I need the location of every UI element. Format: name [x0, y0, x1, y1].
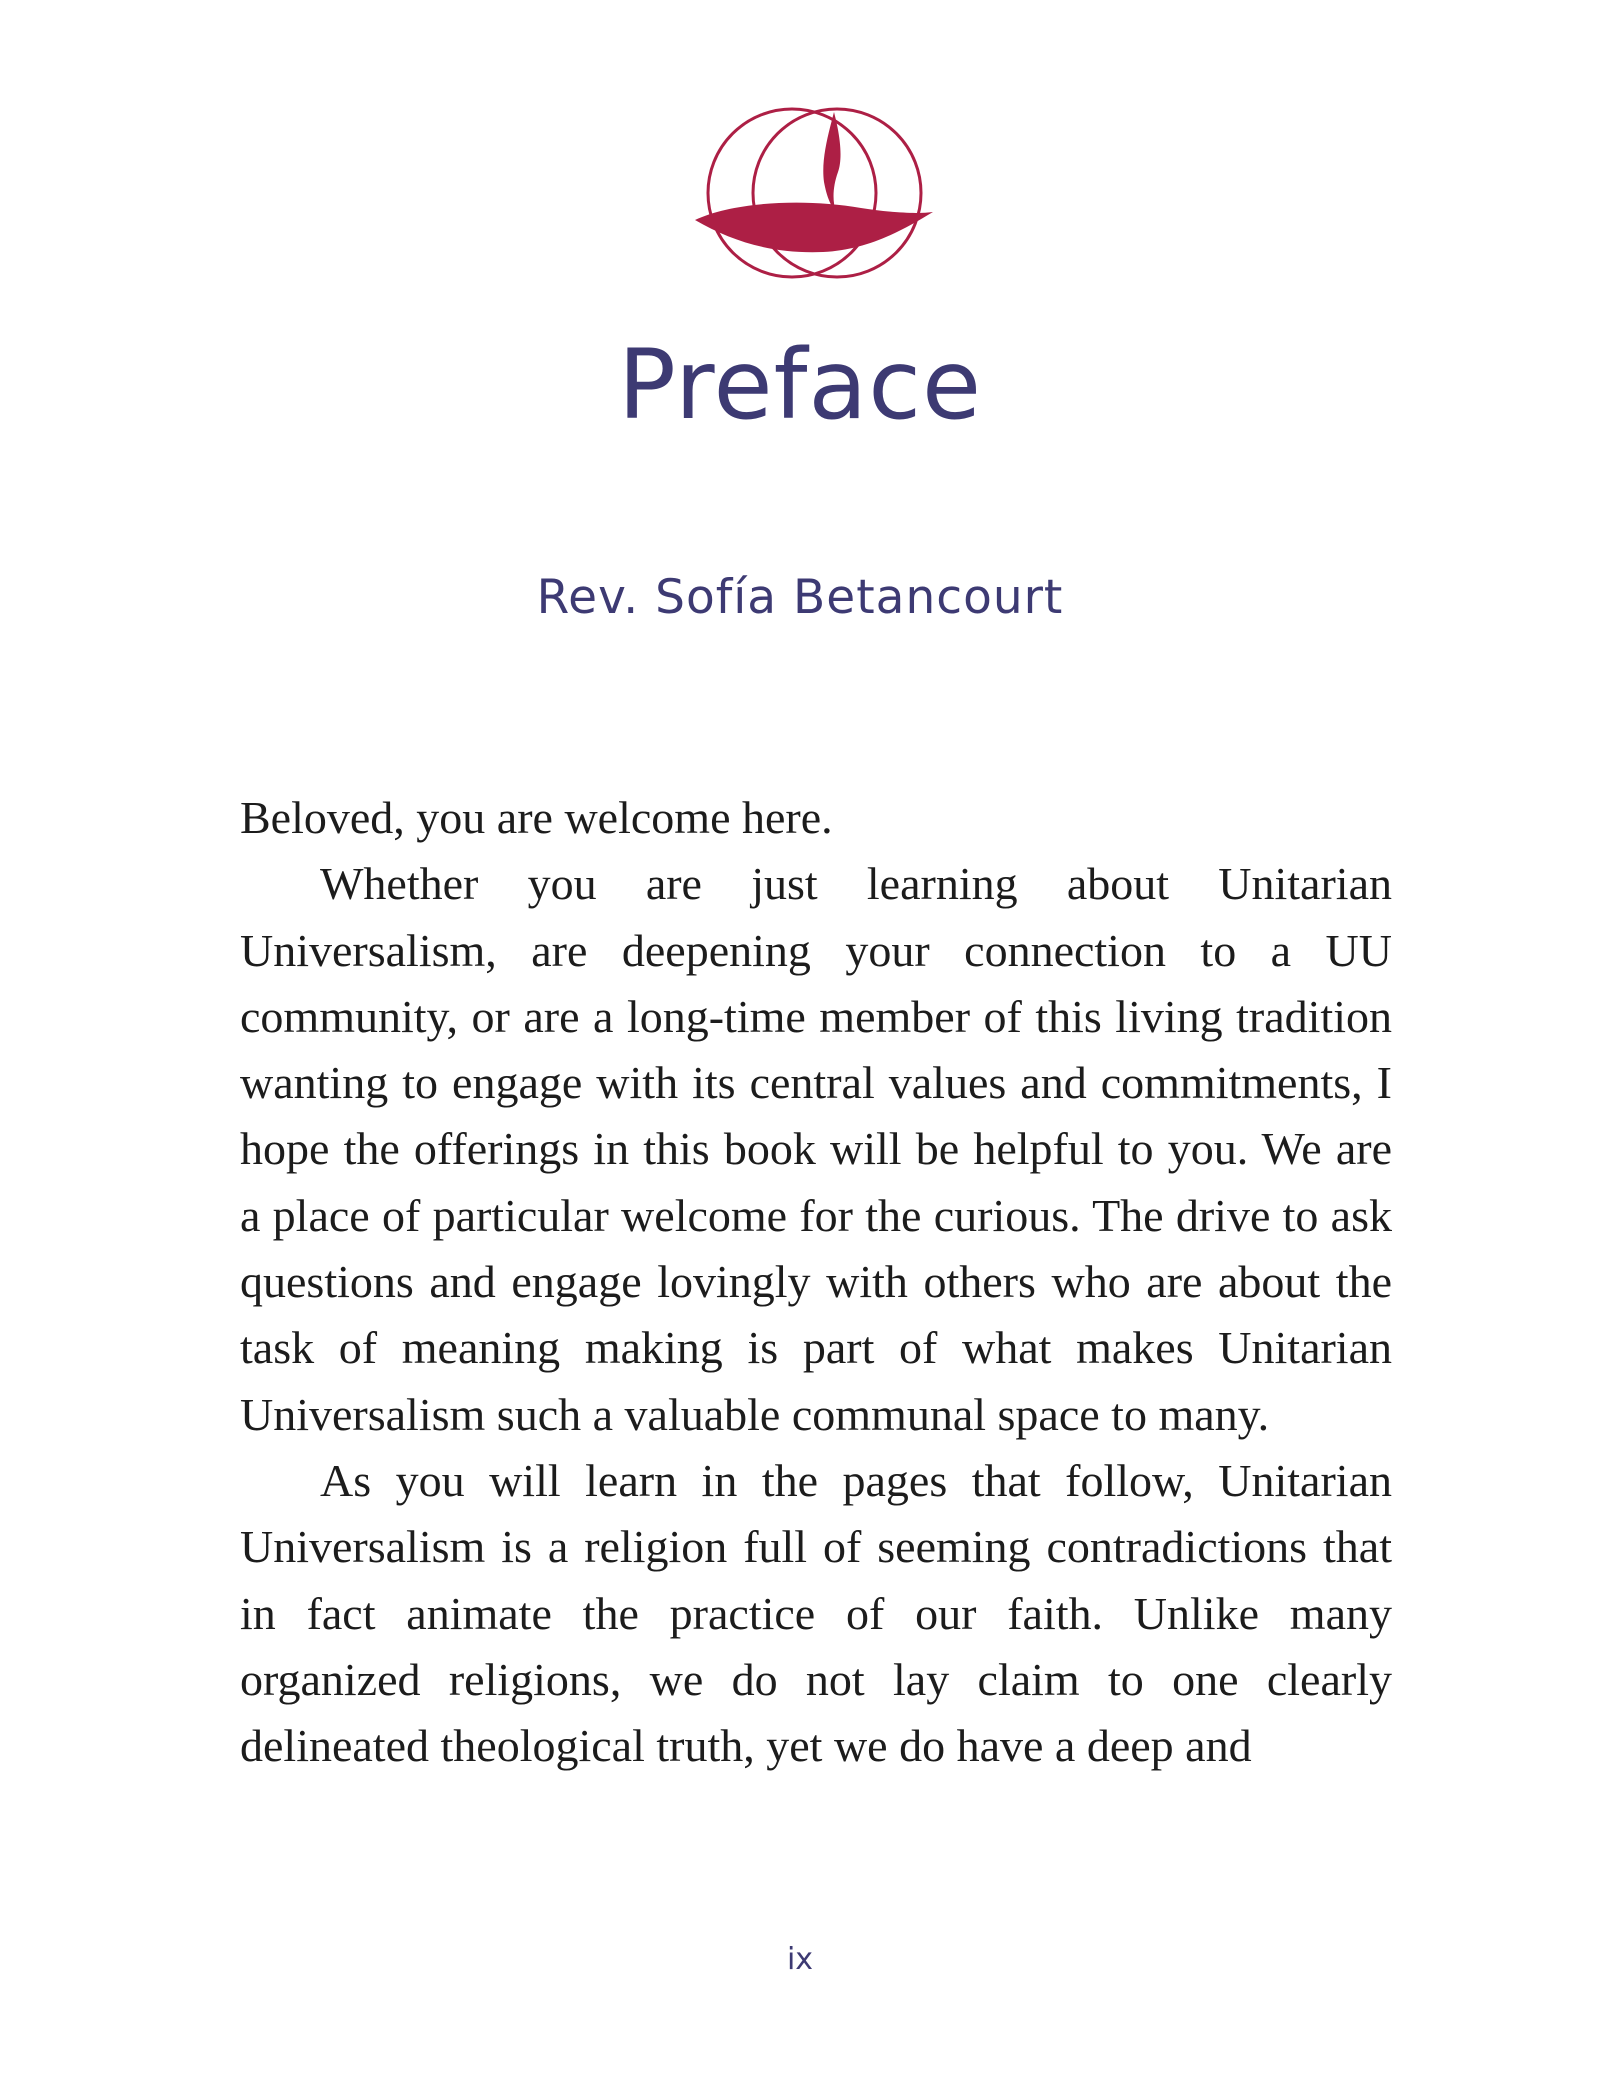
paragraph: As you will learn in the pages that follow, Unitarian Universalism is a religion full of seeming contradictions that in fact animate the practice of our faith. Unlike many organized religions, we do not lay claim to one clearly delineated theological truth, yet we do have a deep and	[240, 1454, 1392, 1772]
page-number: ix	[786, 1942, 814, 1977]
flaming-chalice-icon	[693, 90, 937, 288]
body-text	[240, 785, 1392, 1779]
author-name: Rev. Sofía Betancourt	[536, 570, 1064, 625]
paragraph: Beloved, you are welcome here.	[240, 792, 833, 843]
page-title: Preface	[617, 329, 983, 441]
paragraph: Whether you are just learning about Unitarian Universalism, are deepening your connection to a UU community, or are a long-time member of this living tradition wanting to engage with its central values and commitments, I hope the offerings in this book will be helpful to you. We are a place of particular welcome for the curious. The drive to ask questions and engage lovingly with others who are about the task of meaning making is part of what makes Unitarian Universalism such a valuable communal space to many.	[240, 858, 1392, 1440]
